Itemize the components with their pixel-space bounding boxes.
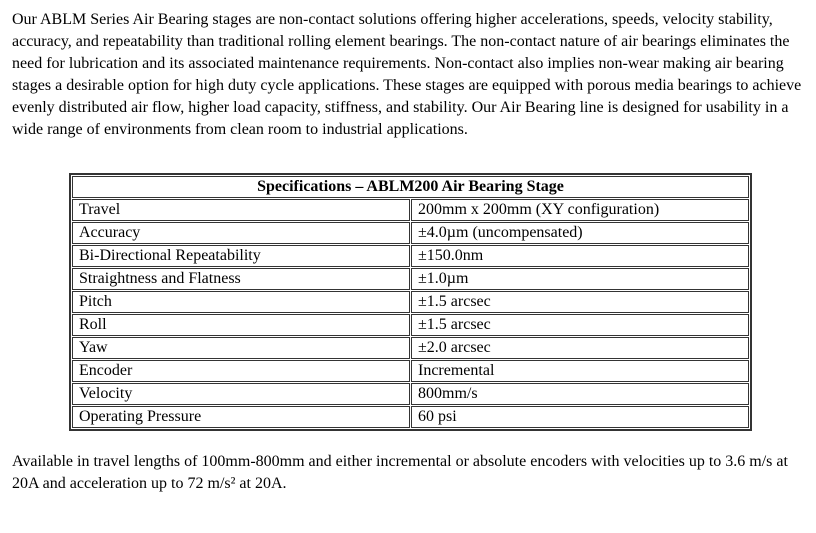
spec-label: Bi-Directional Repeatability bbox=[72, 245, 410, 267]
table-header-row bbox=[72, 176, 749, 198]
intro-paragraph: Our ABLM Series Air Bearing stages are non-contact solutions offering higher accelerations, speeds, velocity stability, accuracy, and repeatability than traditional rolling element bearings. The non-contact nature of air bearings eliminates the need for lubrication and its associated maintenance requirements. Non-contact also implies non-wear making air bearing stages a desirable option for high duty cycle applications. These stages are equipped with porous media bearings to achieve evenly distributed air flow, higher load capacity, stiffness, and stability. Our Air Bearing line is designed for usability in a wide range of environments from clean room to industrial applications. bbox=[12, 11, 802, 138]
spec-value: ±1.5 arcsec bbox=[411, 291, 749, 313]
table-row bbox=[72, 314, 749, 336]
spec-value: ±150.0nm bbox=[411, 245, 749, 267]
table-row bbox=[72, 406, 749, 428]
spec-label: Yaw bbox=[72, 337, 410, 359]
spec-label: Accuracy bbox=[72, 222, 410, 244]
specifications-table bbox=[69, 173, 752, 431]
spec-label: Straightness and Flatness bbox=[72, 268, 410, 290]
spec-value: 60 psi bbox=[411, 406, 749, 428]
table-row bbox=[72, 245, 749, 267]
footer-paragraph: Available in travel lengths of 100mm-800mm and either incremental or absolute encoders with velocities up to 3.6 m/s at 20A and acceleration up to 72 m/s² at 20A. bbox=[12, 453, 788, 492]
spec-label: Velocity bbox=[72, 383, 410, 405]
table-row bbox=[72, 383, 749, 405]
table-row bbox=[72, 360, 749, 382]
table-row bbox=[72, 268, 749, 290]
spec-value: 800mm/s bbox=[411, 383, 749, 405]
table-row bbox=[72, 291, 749, 313]
spec-value: ±1.5 arcsec bbox=[411, 314, 749, 336]
spec-value: 200mm x 200mm (XY configuration) bbox=[411, 199, 749, 221]
spec-value: ±2.0 arcsec bbox=[411, 337, 749, 359]
spec-label: Travel bbox=[72, 199, 410, 221]
table-row bbox=[72, 199, 749, 221]
spec-label: Operating Pressure bbox=[72, 406, 410, 428]
spec-label: Pitch bbox=[72, 291, 410, 313]
table-title: Specifications – ABLM200 Air Bearing Stage bbox=[72, 176, 749, 198]
spec-value: ±1.0µm bbox=[411, 268, 749, 290]
spec-value: ±4.0µm (uncompensated) bbox=[411, 222, 749, 244]
table-row bbox=[72, 337, 749, 359]
spec-value: Incremental bbox=[411, 360, 749, 382]
spec-label: Roll bbox=[72, 314, 410, 336]
table-row bbox=[72, 222, 749, 244]
spec-label: Encoder bbox=[72, 360, 410, 382]
